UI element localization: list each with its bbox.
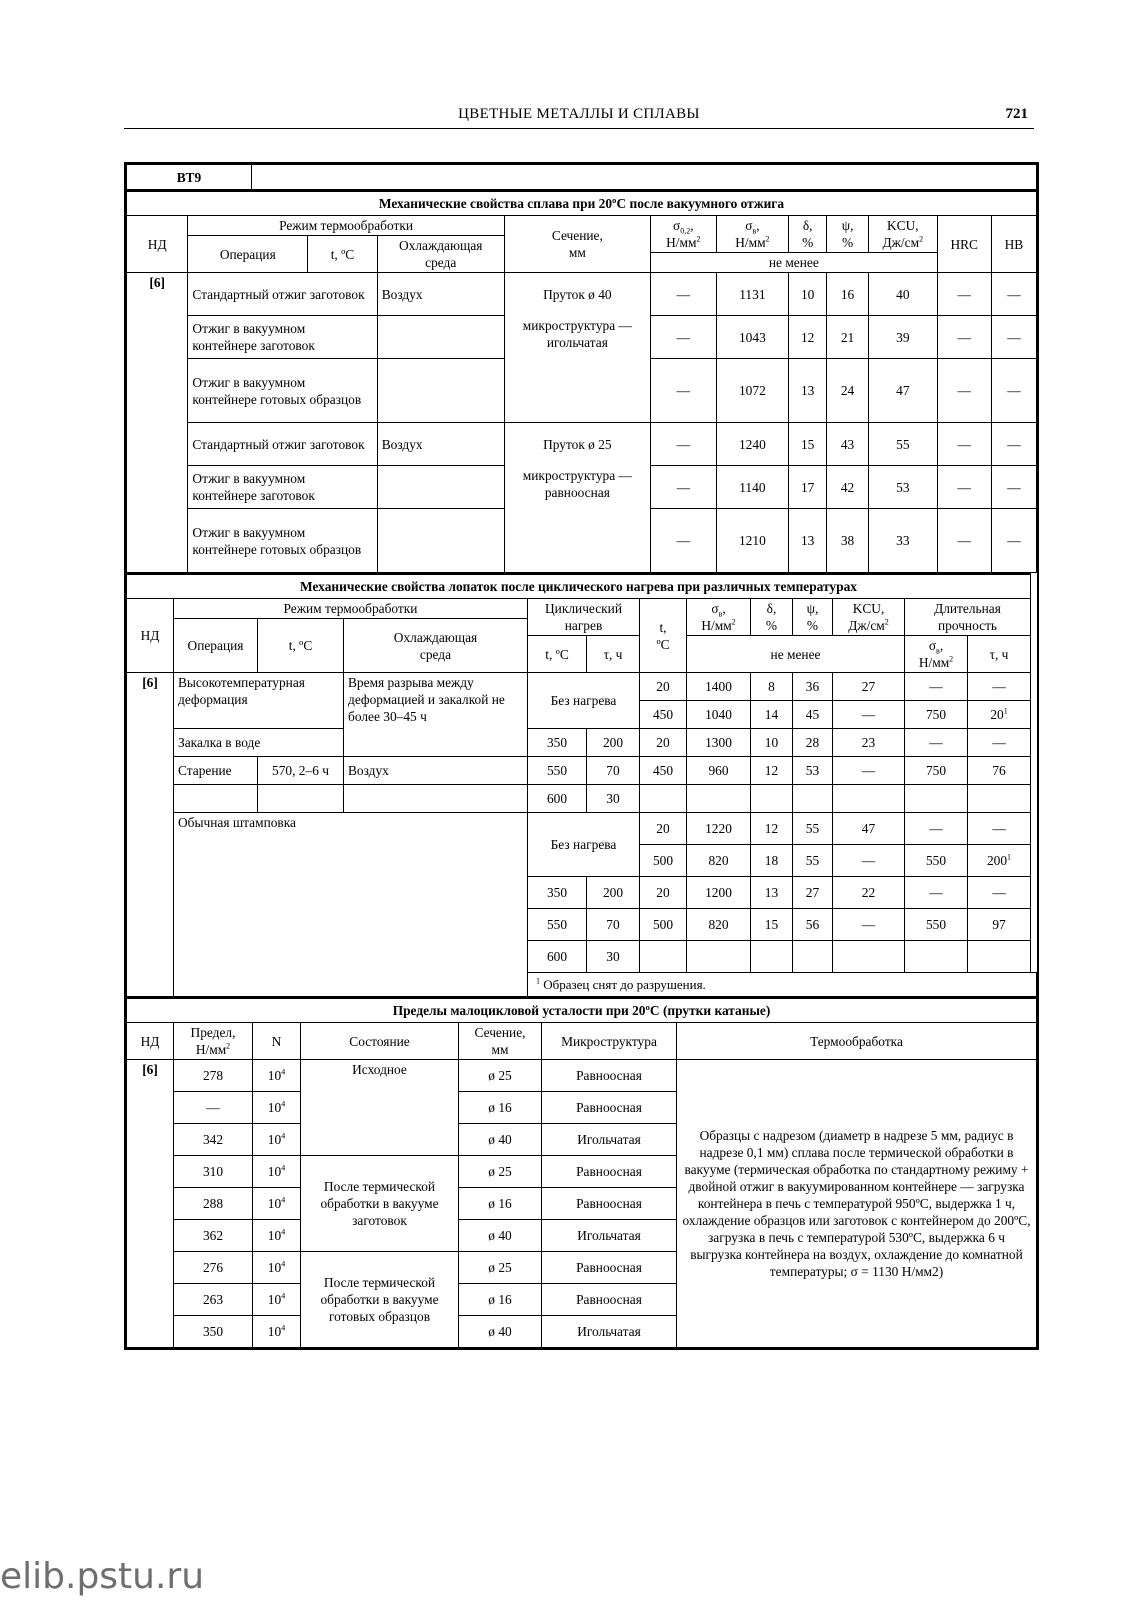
table2-blank	[640, 941, 687, 973]
table1-h-operation: Операция	[188, 236, 308, 273]
table3-heat-treatment: Образцы с надрезом (диаметр в надрезе 5 мм, радиус в надрезе 0,1 мм) сплава после термической обработки в вакууме (термическая обработка по стандартному режиму + двойной отжиг в вакуумированном контейнере — загрузка контейнера в печь с температурой 950ºС, выдержка 1 ч, охлаждение образцов или заготовок с контейнером до 200ºС, загрузка в печь с температурой 530ºС, выдержка 6 ч выгрузка контейнера на воздух, охлаждение до комнатной температуры; σ = 1130 Н/мм2)	[677, 1060, 1037, 1348]
table3-n-base: 10	[267, 1196, 282, 1211]
table1-sb: 1131	[716, 273, 789, 316]
table1-micro-1: микроструктура — игольчатая	[504, 316, 650, 423]
table1-hrc: —	[937, 423, 991, 466]
watermark: elib.pstu.ru	[0, 1556, 205, 1597]
table3-limit: 263	[174, 1284, 253, 1316]
table1-op: Отжиг в вакуумном контейнере готовых образцов	[188, 359, 377, 423]
table2-delta: 18	[751, 845, 793, 877]
table1-op: Отжиг в вакуумном контейнере готовых образцов	[188, 509, 377, 573]
table3-n	[253, 1092, 301, 1124]
table2-psi: 28	[793, 729, 833, 757]
table1-h-temp: t, ºС	[308, 236, 378, 273]
table2-sb: 1300	[687, 729, 751, 757]
table2-caption: Механические свойства лопаток после циклического нагрева при различных температурах	[127, 574, 1031, 599]
table3-h-limit: Предел, $Н/мм^2$	[174, 1023, 253, 1060]
table2-cyc-t: 550	[528, 909, 587, 941]
table3-limit: 288	[174, 1188, 253, 1220]
table3-micro: Равноосная	[542, 1060, 677, 1092]
table1-h-mode: Режим термообработки	[188, 216, 504, 236]
table2-h-min: не менее	[687, 636, 905, 673]
table2-delta: 13	[751, 877, 793, 909]
table2-psi: 36	[793, 673, 833, 701]
table3-n	[253, 1316, 301, 1348]
table1-h-s02: $\sigma_{0,2}$, $Н/мм^2$	[651, 216, 717, 253]
table1-s02: —	[651, 316, 717, 359]
table-cyclic-heating	[126, 573, 1037, 997]
table3-n-exp: 4	[281, 1131, 286, 1141]
table1-cool	[377, 359, 504, 423]
table1-sb: 1240	[716, 423, 789, 466]
table3-n	[253, 1060, 301, 1092]
table2-h-t: t, ºС	[258, 619, 344, 673]
table1-h-kcu: KCU, $Дж/см^2$	[869, 216, 938, 253]
table3-n-base: 10	[267, 1228, 282, 1243]
table3-n-base: 10	[267, 1100, 282, 1115]
table1-psi: 43	[827, 423, 869, 466]
table2-h-cyc-t: t, ºС	[528, 636, 587, 673]
table3-limit: 276	[174, 1252, 253, 1284]
table2-h-temp: t, ºС	[640, 599, 687, 673]
table1-op: Отжиг в вакуумном контейнере заготовок	[188, 466, 377, 509]
table3-nd-ref: [6]	[127, 1060, 174, 1348]
table1-h-delta: δ, %	[789, 216, 827, 253]
table2-psi: 56	[793, 909, 833, 941]
table3-state-vacuum-specimens: После термической обработки в вакууме готовых образцов	[301, 1252, 459, 1348]
table1-s02: —	[651, 273, 717, 316]
table1-section-1: Пруток ø 40	[504, 273, 650, 316]
table2-kcu: 27	[833, 673, 905, 701]
table3-n-exp: 4	[281, 1227, 286, 1237]
table2-blank	[793, 941, 833, 973]
table2-t: 450	[640, 757, 687, 785]
document-table-block	[124, 162, 1039, 1350]
table2-cyc-t: 600	[528, 941, 587, 973]
table2-cool-air: Воздух	[344, 757, 528, 785]
table2-no-heat: Без нагрева	[528, 673, 640, 729]
table-vacuum-annealing	[126, 190, 1037, 573]
table2-h-operation: Операция	[174, 619, 258, 673]
table1-h-psi: ψ, %	[827, 216, 869, 253]
table3-h-nd: НД	[127, 1023, 174, 1060]
table3-micro: Равноосная	[542, 1188, 677, 1220]
table2-sb: 1040	[687, 701, 751, 729]
table3-n-base: 10	[267, 1132, 282, 1147]
alloy-title-blank	[252, 165, 1037, 190]
table2-blank	[833, 785, 905, 813]
table2-delta: 12	[751, 813, 793, 845]
table2-op-aging: Старение	[174, 757, 258, 785]
table2-sb: 1220	[687, 813, 751, 845]
table2-t: 20	[640, 813, 687, 845]
table1-sb: 1140	[716, 466, 789, 509]
table2-cyc-t: 350	[528, 729, 587, 757]
table3-limit: 342	[174, 1124, 253, 1156]
running-header	[124, 104, 1034, 129]
table2-cyc-t: 350	[528, 877, 587, 909]
table3-section: ø 40	[459, 1220, 542, 1252]
table3-n-exp: 4	[281, 1259, 286, 1269]
table3-section: ø 40	[459, 1124, 542, 1156]
table2-long-sb: —	[905, 673, 968, 701]
table3-h-n: N	[253, 1023, 301, 1060]
table2-sb: 820	[687, 909, 751, 941]
table2-blank	[905, 941, 968, 973]
table2-cool-time: Время разрыва между деформацией и закалкой не более 30–45 ч	[344, 673, 528, 757]
table3-micro: Равноосная	[542, 1156, 677, 1188]
table2-delta: 8	[751, 673, 793, 701]
table2-psi: 55	[793, 845, 833, 877]
table1-delta: 13	[789, 359, 827, 423]
table2-op-aging-t: 570, 2–6 ч	[258, 757, 344, 785]
table1-hrc: —	[937, 359, 991, 423]
table2-long-sb: 750	[905, 757, 968, 785]
table3-state-vacuum-blanks: После термической обработки в вакууме заготовок	[301, 1156, 459, 1252]
table2-long-tau: —	[968, 729, 1031, 757]
table2-blank	[258, 785, 344, 813]
table3-n	[253, 1156, 301, 1188]
table1-delta: 15	[789, 423, 827, 466]
table1-h-cooling: Охлаждающая среда	[377, 236, 504, 273]
table1-cool: Воздух	[377, 423, 504, 466]
table2-long-sb: —	[905, 877, 968, 909]
table1-kcu: 47	[869, 359, 938, 423]
table1-hb: —	[991, 509, 1036, 573]
table2-blank	[793, 785, 833, 813]
table2-cyc-t: 600	[528, 785, 587, 813]
table3-n-base: 10	[267, 1068, 282, 1083]
table3-caption: Пределы малоцикловой усталости при 20ºС (прутки катаные)	[127, 998, 1037, 1023]
table2-t: 500	[640, 909, 687, 941]
table2-h-psi: ψ, %	[793, 599, 833, 636]
alloy-name: ВТ9	[127, 165, 252, 190]
table1-hrc: —	[937, 316, 991, 359]
table2-blank	[905, 785, 968, 813]
table2-kcu: 47	[833, 813, 905, 845]
table3-section: ø 16	[459, 1188, 542, 1220]
table2-op-deformation: Высокотемпературная деформация	[174, 673, 344, 729]
table2-kcu: 22	[833, 877, 905, 909]
table3-n-exp: 4	[281, 1163, 286, 1173]
table2-t: 20	[640, 673, 687, 701]
table2-blank	[968, 941, 1031, 973]
table1-psi: 24	[827, 359, 869, 423]
table2-long-sb: —	[905, 813, 968, 845]
table2-cyc-tau: 30	[587, 785, 640, 813]
table2-kcu: —	[833, 757, 905, 785]
table2-long-sb: —	[905, 729, 968, 757]
table2-h-cooling: Охлаждающая среда	[344, 619, 528, 673]
table1-cool	[377, 509, 504, 573]
table1-delta: 17	[789, 466, 827, 509]
table2-long-tau	[968, 701, 1031, 729]
table3-n-base: 10	[267, 1260, 282, 1275]
table3-n	[253, 1252, 301, 1284]
alloy-title-table	[126, 164, 1037, 190]
table3-n-exp: 4	[281, 1067, 286, 1077]
table3-n-base: 10	[267, 1324, 282, 1339]
table2-psi: 55	[793, 813, 833, 845]
table1-h-min: не менее	[651, 253, 938, 273]
table1-h-section: Сечение, мм	[504, 216, 650, 273]
footnote-mark: 1	[536, 976, 540, 986]
table1-psi: 21	[827, 316, 869, 359]
table2-blank	[687, 785, 751, 813]
table3-limit: 310	[174, 1156, 253, 1188]
table2-nd-ref: [6]	[127, 673, 174, 997]
table1-section-2: Пруток ø 25	[504, 423, 650, 466]
table2-cyc-tau: 70	[587, 909, 640, 941]
table2-long-tau-value: 20	[990, 707, 1004, 722]
table2-op-quench: Закалка в воде	[174, 729, 344, 757]
table3-section: ø 16	[459, 1284, 542, 1316]
table3-limit: 350	[174, 1316, 253, 1348]
table1-kcu: 33	[869, 509, 938, 573]
table2-h-delta: δ, %	[751, 599, 793, 636]
table2-op-stamping: Обычная штамповка	[174, 813, 528, 997]
table1-sb: 1210	[716, 509, 789, 573]
table2-long-sb: 750	[905, 701, 968, 729]
table1-kcu: 55	[869, 423, 938, 466]
table1-h-sb: $\sigma_в$, $Н/мм^2$	[716, 216, 789, 253]
table3-limit: 278	[174, 1060, 253, 1092]
table3-limit: —	[174, 1092, 253, 1124]
table2-h-mode: Режим термообработки	[174, 599, 528, 619]
table2-footnote	[528, 973, 1037, 997]
table2-long-tau: 76	[968, 757, 1031, 785]
table3-n	[253, 1284, 301, 1316]
table1-psi: 42	[827, 466, 869, 509]
table1-caption: Механические свойства сплава при 20ºС после вакуумного отжига	[127, 191, 1037, 216]
footnote-text: Образец снят до разрушения.	[543, 977, 706, 992]
table3-micro: Игольчатая	[542, 1124, 677, 1156]
table2-psi: 45	[793, 701, 833, 729]
table3-h-micro: Микроструктура	[542, 1023, 677, 1060]
table2-h-cyc-tau: τ, ч	[587, 636, 640, 673]
table3-n	[253, 1220, 301, 1252]
table1-hrc: —	[937, 466, 991, 509]
table1-hrc: —	[937, 509, 991, 573]
table2-long-tau	[968, 845, 1031, 877]
table1-sb: 1043	[716, 316, 789, 359]
table1-cool	[377, 316, 504, 359]
table2-h-nd: НД	[127, 599, 174, 673]
table1-micro-2: микроструктура — равноосная	[504, 466, 650, 573]
footnote-ref: 1	[1007, 852, 1012, 862]
table1-psi: 16	[827, 273, 869, 316]
table1-s02: —	[651, 509, 717, 573]
table1-hb: —	[991, 273, 1036, 316]
table3-n	[253, 1188, 301, 1220]
table1-kcu: 39	[869, 316, 938, 359]
table2-t: 20	[640, 877, 687, 909]
table1-delta: 10	[789, 273, 827, 316]
table1-op: Стандартный отжиг заготовок	[188, 273, 377, 316]
table2-t: 20	[640, 729, 687, 757]
table1-hb: —	[991, 359, 1036, 423]
table3-micro: Равноосная	[542, 1252, 677, 1284]
table2-h-cyclic: Циклический нагрев	[528, 599, 640, 636]
table1-nd-ref: [6]	[127, 273, 188, 573]
table2-h-long-tau: τ, ч	[968, 636, 1031, 673]
table2-kcu: —	[833, 845, 905, 877]
table1-op: Отжиг в вакуумном контейнере заготовок	[188, 316, 377, 359]
table3-section: ø 25	[459, 1060, 542, 1092]
page-number: 721	[1005, 106, 1028, 122]
table2-long-sb: 550	[905, 909, 968, 941]
table2-sb: 1200	[687, 877, 751, 909]
table2-blank	[751, 785, 793, 813]
table1-hb: —	[991, 316, 1036, 359]
table2-psi: 53	[793, 757, 833, 785]
table3-section: ø 25	[459, 1156, 542, 1188]
table2-blank	[174, 785, 258, 813]
table3-n-exp: 4	[281, 1291, 286, 1301]
table2-cyc-tau: 30	[587, 941, 640, 973]
table2-blank	[344, 785, 528, 813]
table2-blank	[968, 785, 1031, 813]
table1-delta: 12	[789, 316, 827, 359]
table1-cool	[377, 466, 504, 509]
table2-delta: 14	[751, 701, 793, 729]
footnote-ref: 1	[1003, 706, 1008, 716]
table1-hb: —	[991, 466, 1036, 509]
table3-limit: 362	[174, 1220, 253, 1252]
table2-sb: 1400	[687, 673, 751, 701]
table2-delta: 12	[751, 757, 793, 785]
table3-micro: Игольчатая	[542, 1220, 677, 1252]
table1-s02: —	[651, 466, 717, 509]
table2-cyc-tau: 70	[587, 757, 640, 785]
table2-long-sb: 550	[905, 845, 968, 877]
table1-hb: —	[991, 423, 1036, 466]
table2-h-kcu: KCU, $Дж/см^2$	[833, 599, 905, 636]
table1-op: Стандартный отжиг заготовок	[188, 423, 377, 466]
table2-cyc-tau: 200	[587, 729, 640, 757]
table3-section: ø 25	[459, 1252, 542, 1284]
table2-h-sb: $\sigma_в$, $Н/мм^2$	[687, 599, 751, 636]
table1-h-hrc: HRC	[937, 216, 991, 273]
table3-section: ø 16	[459, 1092, 542, 1124]
table2-long-tau: —	[968, 877, 1031, 909]
table3-n-exp: 4	[281, 1195, 286, 1205]
table3-state-initial: Исходное	[301, 1060, 459, 1156]
table3-micro: Равноосная	[542, 1092, 677, 1124]
table1-kcu: 40	[869, 273, 938, 316]
table2-psi: 27	[793, 877, 833, 909]
table3-n-exp: 4	[281, 1099, 286, 1109]
table3-h-heat: Термообработка	[677, 1023, 1037, 1060]
table1-sb: 1072	[716, 359, 789, 423]
table2-sb: 820	[687, 845, 751, 877]
table3-micro: Игольчатая	[542, 1316, 677, 1348]
table2-long-tau: 97	[968, 909, 1031, 941]
table2-t: 500	[640, 845, 687, 877]
table2-h-long: Длительная прочность	[905, 599, 1031, 636]
table1-s02: —	[651, 359, 717, 423]
table1-h-hb: НВ	[991, 216, 1036, 273]
table2-cyc-t: 550	[528, 757, 587, 785]
table1-s02: —	[651, 423, 717, 466]
table2-kcu: 23	[833, 729, 905, 757]
table1-h-nd: НД	[127, 216, 188, 273]
table3-n-base: 10	[267, 1164, 282, 1179]
table-low-cycle-fatigue	[126, 997, 1037, 1348]
table2-cyc-tau: 200	[587, 877, 640, 909]
table2-delta: 15	[751, 909, 793, 941]
table3-n-exp: 4	[281, 1323, 286, 1333]
table2-kcu: —	[833, 909, 905, 941]
table2-blank	[751, 941, 793, 973]
table1-kcu: 53	[869, 466, 938, 509]
table3-section: ø 40	[459, 1316, 542, 1348]
table2-blank	[640, 785, 687, 813]
table2-t: 450	[640, 701, 687, 729]
table2-long-tau-value: 200	[986, 853, 1008, 868]
table2-kcu: —	[833, 701, 905, 729]
table1-cool: Воздух	[377, 273, 504, 316]
table1-psi: 38	[827, 509, 869, 573]
table2-delta: 10	[751, 729, 793, 757]
table2-blank	[833, 941, 905, 973]
table2-long-tau: —	[968, 673, 1031, 701]
table2-no-heat: Без нагрева	[528, 813, 640, 877]
running-title: ЦВЕТНЫЕ МЕТАЛЛЫ И СПЛАВЫ	[458, 106, 700, 122]
table3-micro: Равноосная	[542, 1284, 677, 1316]
table1-hrc: —	[937, 273, 991, 316]
table3-n	[253, 1124, 301, 1156]
table1-delta: 13	[789, 509, 827, 573]
table3-n-base: 10	[267, 1292, 282, 1307]
table2-long-tau: —	[968, 813, 1031, 845]
table2-h-long-sb: $\sigma_в$, $Н/мм^2$	[905, 636, 968, 673]
table3-h-section: Сечение, мм	[459, 1023, 542, 1060]
table2-blank	[687, 941, 751, 973]
table2-sb: 960	[687, 757, 751, 785]
table3-h-state: Состояние	[301, 1023, 459, 1060]
